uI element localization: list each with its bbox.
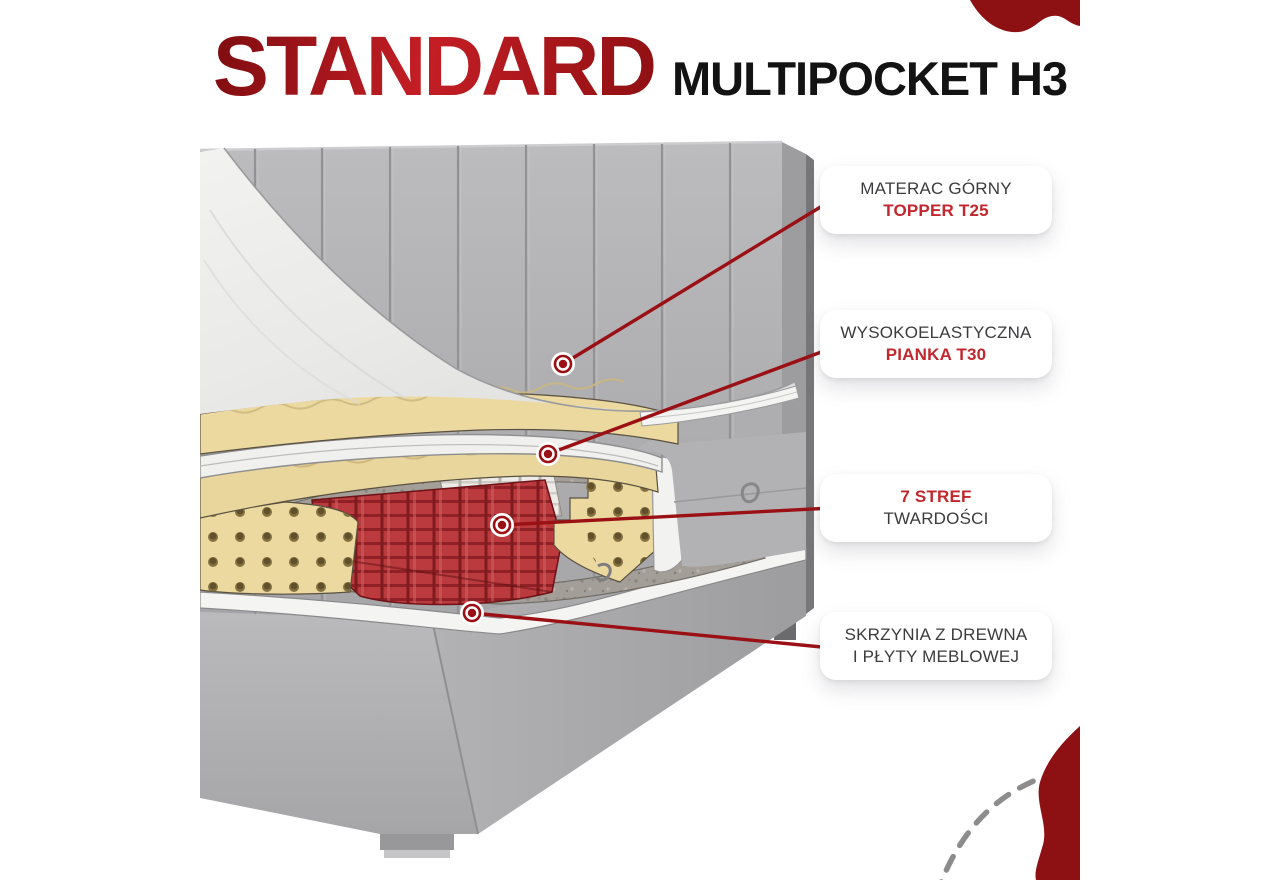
callout-text: I PŁYTY MEBLOWEJ	[852, 647, 1020, 666]
marker-box-icon	[460, 601, 484, 625]
model-name: MULTIPOCKET H3	[672, 52, 1068, 105]
marker-foam-icon	[536, 442, 560, 466]
callout-text: SKRZYNIA Z DREWNA	[844, 624, 1028, 644]
art-area	[200, 0, 1080, 880]
marker-zones-icon	[490, 513, 514, 537]
bed-cutaway-illustration	[200, 0, 1080, 880]
corner-blob-top	[970, 0, 1080, 32]
marker-topper-icon	[551, 352, 575, 376]
bed-foot-plate	[384, 850, 450, 858]
brand-name: STANDARD	[212, 19, 654, 113]
callout-text-accent: 7 STREF	[900, 486, 972, 506]
callout-card-foam	[820, 310, 1052, 378]
foam-border-left	[200, 502, 358, 594]
callout-text-accent: TOPPER T25	[883, 201, 989, 220]
callout-card-zones	[820, 474, 1052, 542]
callout-text: MATERAC GÓRNY	[860, 178, 1012, 198]
callout-card-topper	[820, 166, 1052, 234]
bed-foot	[380, 834, 454, 850]
corner-blob-bottom	[1035, 726, 1080, 880]
callout-text: WYSOKOELASTYCZNA	[840, 322, 1032, 342]
callout-text: TWARDOŚCI	[883, 509, 989, 528]
callout-card-box	[820, 612, 1052, 680]
dashed-flourish	[936, 774, 1052, 880]
callout-text-accent: PIANKA T30	[885, 345, 987, 364]
